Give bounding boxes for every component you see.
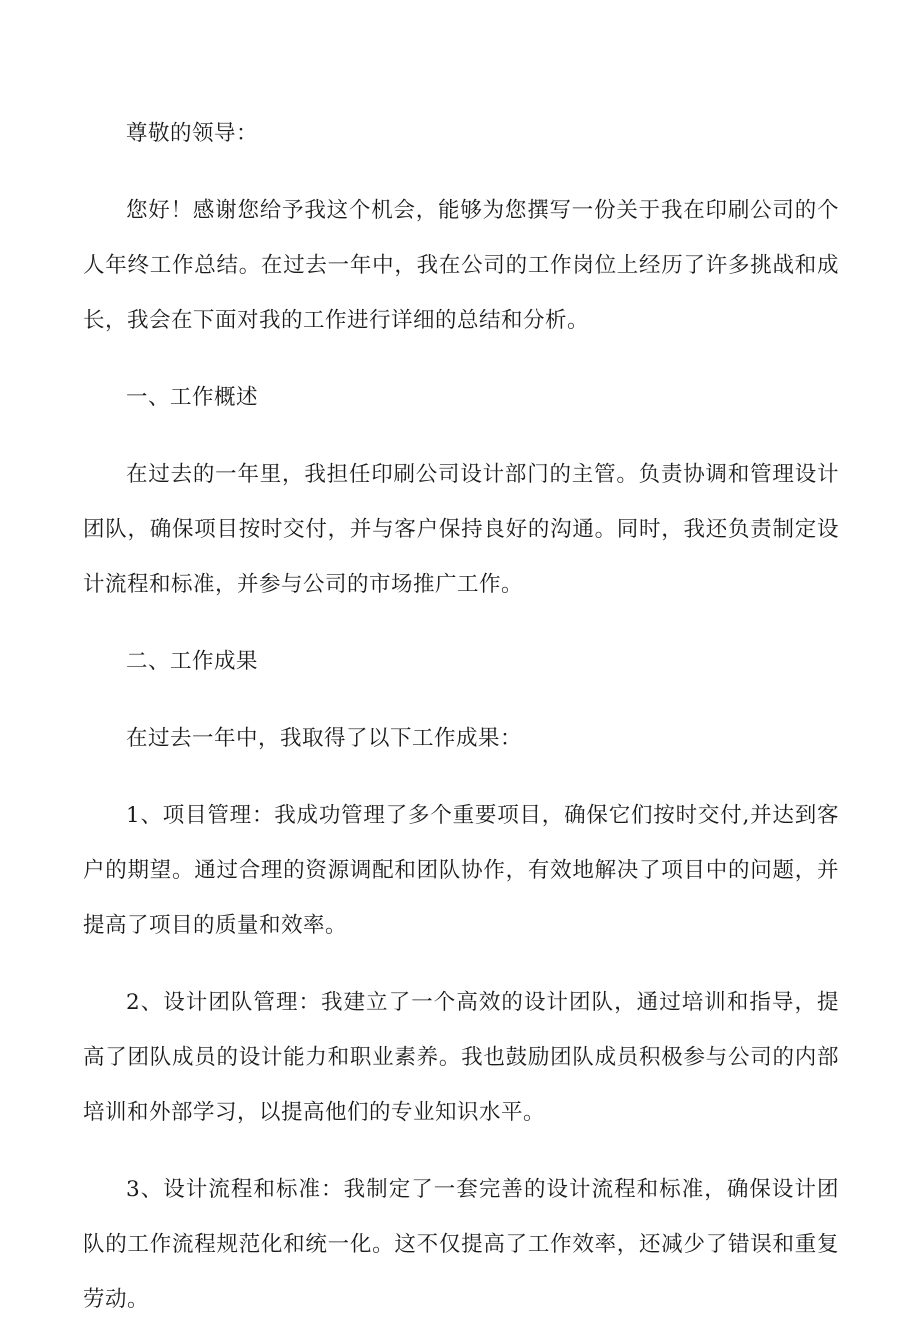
salutation: 尊敬的领导：	[126, 121, 259, 146]
intro-paragraph: 您好！感谢您给予我这个机会，能够为您撰写一份关于我在印刷公司的个人年终工作总结。在过去一年中，我在公司的工作岗位上经历了许多挑战和成长，我会在下面对我的工作进行详细的总结和分析。	[83, 198, 839, 333]
overview-paragraph: 在过去的一年里，我担任印刷公司设计部门的主管。负责协调和管理设计团队，确保项目按时交付，并与客户保持良好的沟通。同时，我还负责制定设计流程和标准，并参与公司的市场推广工作。	[83, 462, 839, 597]
achievement-item: 2、设计团队管理：我建立了一个高效的设计团队，通过培训和指导，提高了团队成员的设计能力和职业素养。我也鼓励团队成员积极参与公司的内部培训和外部学习，以提高他们的专业知识水平。	[83, 990, 839, 1125]
section-heading-overview: 一、工作概述	[126, 385, 259, 410]
section-heading-achievements: 二、工作成果	[126, 649, 259, 674]
achievements-intro: 在过去一年中，我取得了以下工作成果：	[126, 726, 523, 751]
achievement-item: 3、设计流程和标准：我制定了一套完善的设计流程和标准，确保设计团队的工作流程规范化和统一化。这不仅提高了工作效率，还减少了错误和重复劳动。	[83, 1177, 839, 1312]
document-body	[83, 106, 839, 1327]
achievement-item: 1、项目管理：我成功管理了多个重要项目，确保它们按时交付,并达到客户的期望。通过合理的资源调配和团队协作，有效地解决了项目中的问题，并提高了项目的质量和效率。	[83, 803, 839, 938]
